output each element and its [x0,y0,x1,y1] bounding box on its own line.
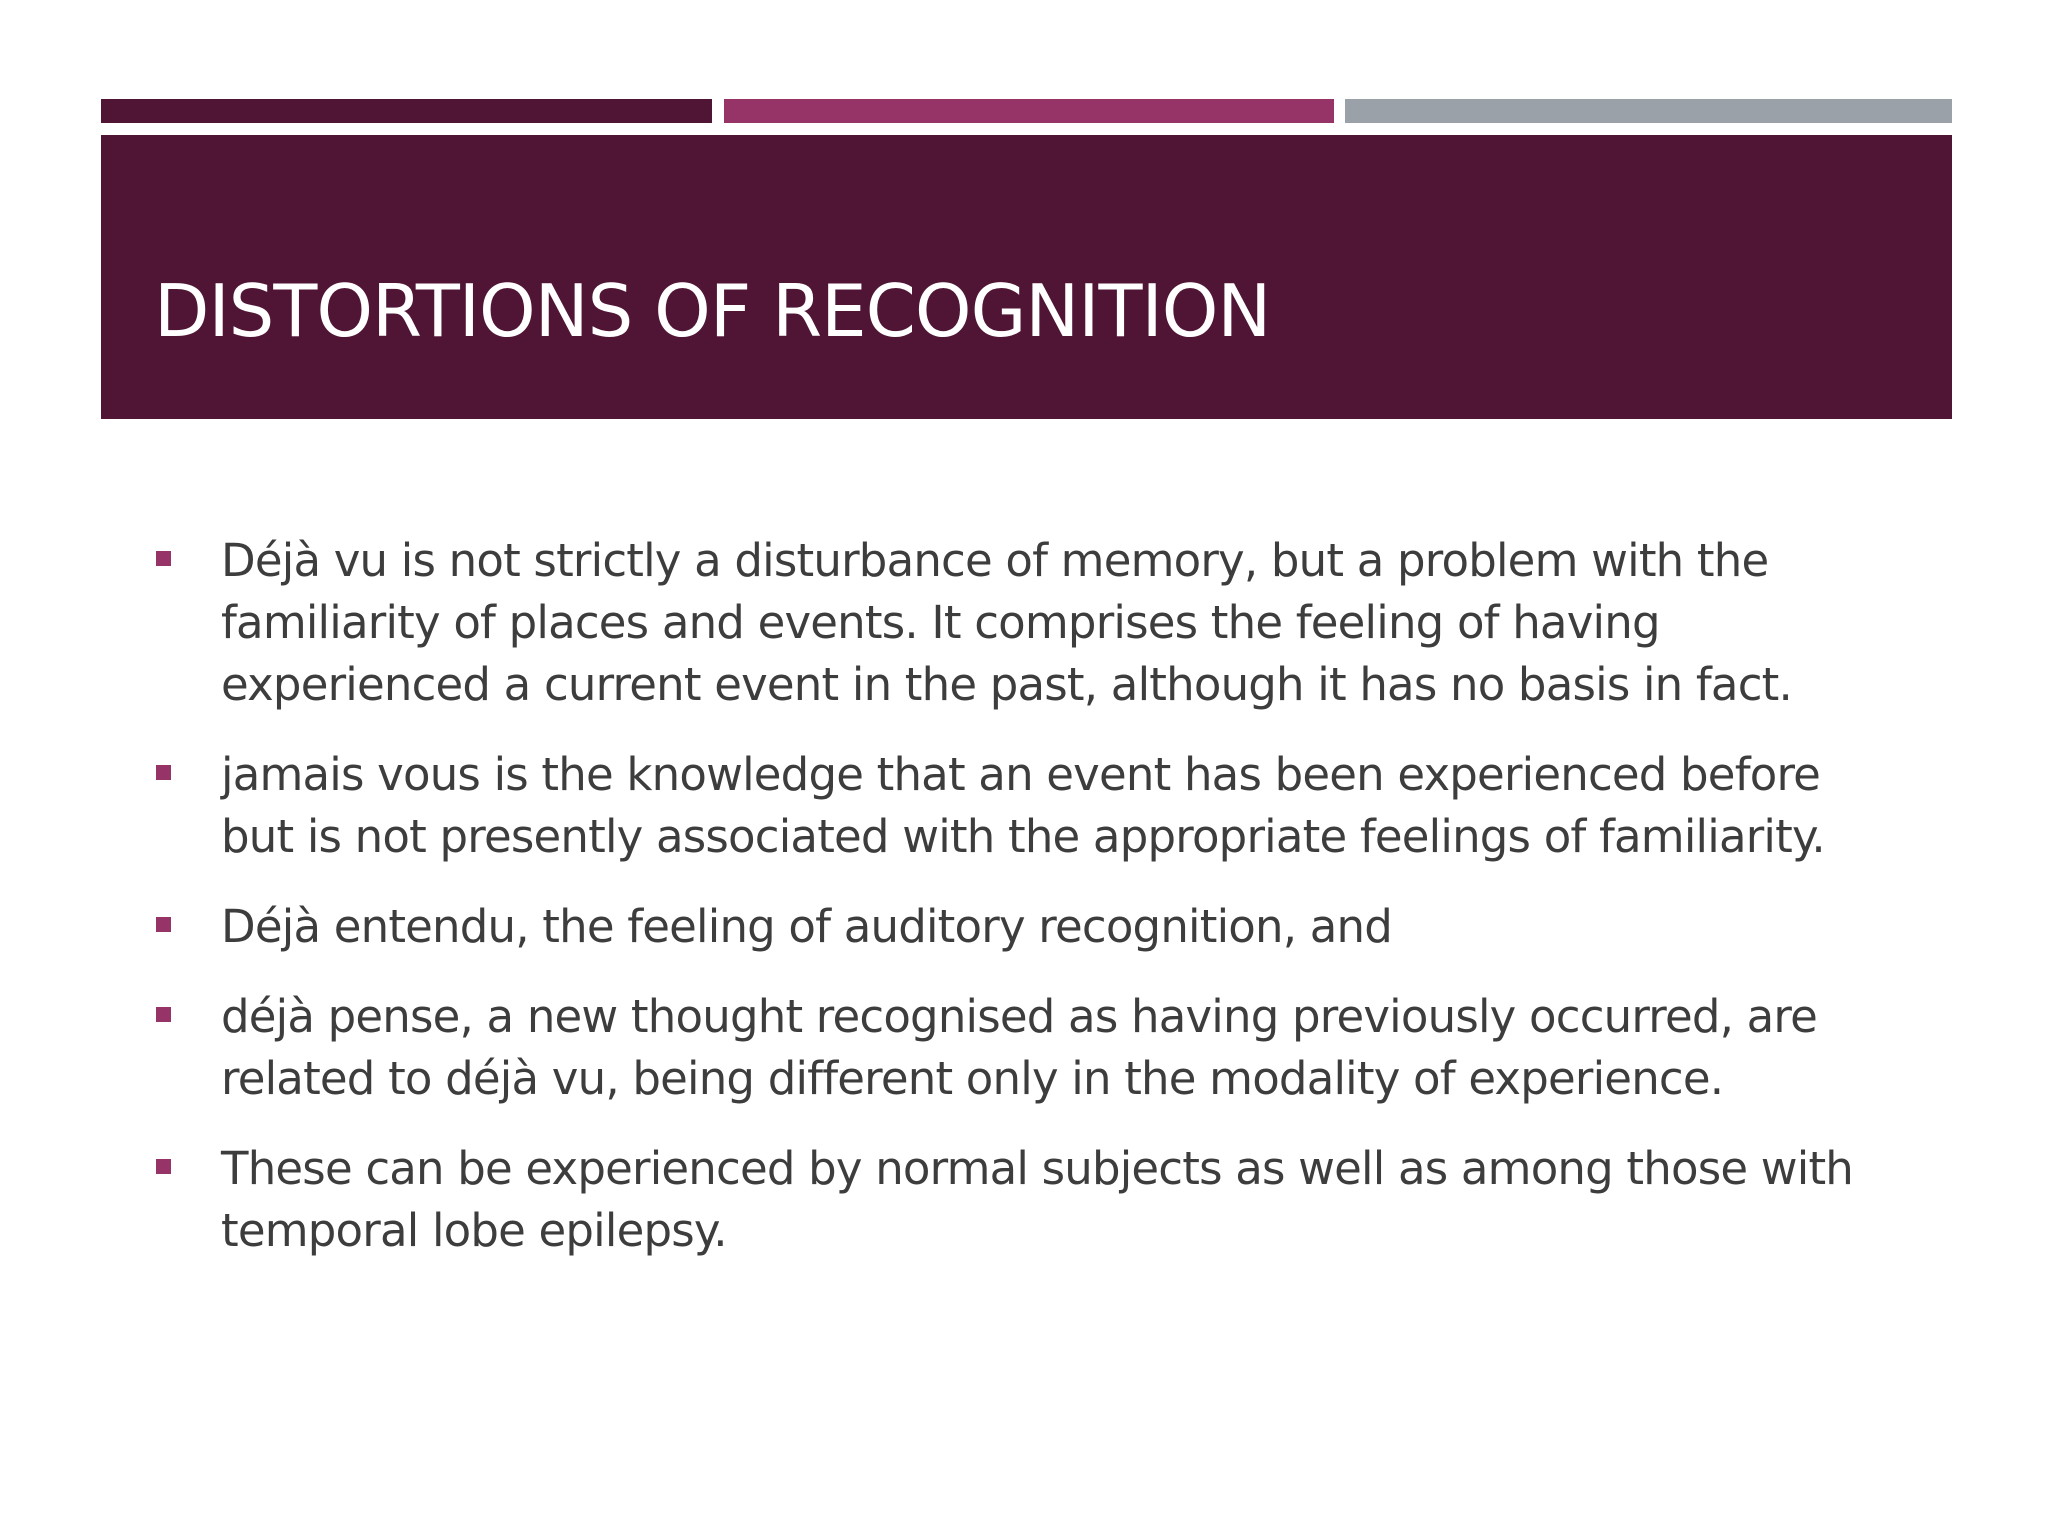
title-bar [101,135,1952,419]
bullet-text: Déjà vu is not strictly a disturbance of memory, but a problem with the familiarity of places and events. It comprises the feeling of having experienced a current event in the past, although it has no basis in fact. [221,534,1792,711]
bullet-text: These can be experienced by normal subjects as well as among those with temporal lobe epilepsy. [221,1142,1854,1257]
square-bullet-icon [156,551,171,566]
accent-stripe-dark [101,99,712,123]
list-item [152,986,1952,1110]
square-bullet-icon [156,917,171,932]
bullet-text: jamais vous is the knowledge that an event has been experienced before but is not presently associated with the appropriate feelings of familiarity. [221,748,1825,863]
square-bullet-icon [156,1159,171,1174]
accent-stripe-magenta [724,99,1334,123]
slide-title: DISTORTIONS OF RECOGNITION [154,269,1271,353]
bullet-text: Déjà entendu, the feeling of auditory recognition, and [221,900,1393,953]
bullet-list [152,530,1952,1290]
list-item [152,530,1952,716]
accent-stripe-gray [1345,99,1952,123]
list-item [152,896,1952,958]
list-item [152,1138,1952,1262]
bullet-text: déjà pense, a new thought recognised as having previously occurred, are related to déjà vu, being different only in the modality of experience. [221,990,1818,1105]
square-bullet-icon [156,1007,171,1022]
list-item [152,744,1952,868]
square-bullet-icon [156,765,171,780]
